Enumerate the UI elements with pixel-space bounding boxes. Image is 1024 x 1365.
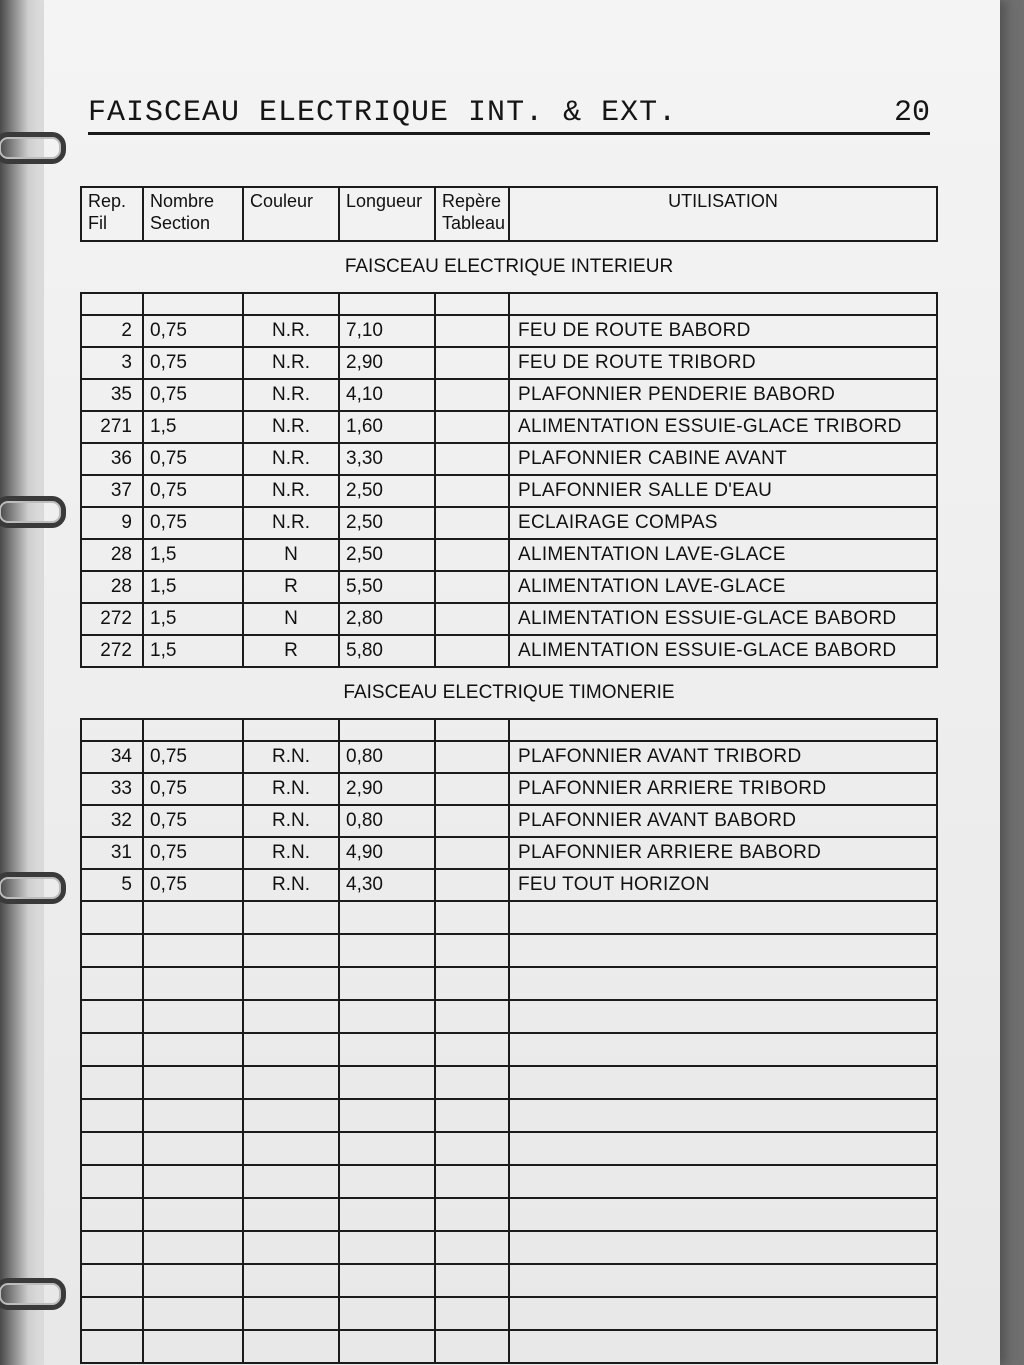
empty-row [81,1132,937,1165]
cell-longueur: 2,50 [339,539,435,571]
table-row [81,635,937,667]
cell-section: 1,5 [143,411,243,443]
empty-cell [143,1264,243,1297]
cell-rep-fil: 31 [81,837,143,869]
empty-cell [435,1099,509,1132]
spacer-cell [435,293,509,315]
empty-cell [81,1198,143,1231]
empty-cell [509,1000,937,1033]
empty-cell [243,1330,339,1363]
cell-utilisation: FEU DE ROUTE TRIBORD [509,347,937,379]
empty-row [81,1165,937,1198]
table-row [81,805,937,837]
empty-cell [435,1000,509,1033]
empty-cell [509,967,937,1000]
empty-row [81,1330,937,1363]
cell-section: 1,5 [143,635,243,667]
empty-cell [509,1297,937,1330]
spacer-cell [81,293,143,315]
cell-utilisation: FEU TOUT HORIZON [509,869,937,901]
cell-utilisation: ALIMENTATION LAVE-GLACE [509,539,937,571]
cell-repere-tableau [435,773,509,805]
empty-cell [243,1198,339,1231]
empty-cell [339,1099,435,1132]
empty-cell [243,1000,339,1033]
cell-repere-tableau [435,869,509,901]
header-nombre-label: Nombre [150,191,215,211]
header-longueur: Longueur [339,187,435,241]
cell-repere-tableau [435,475,509,507]
cell-rep-fil: 36 [81,443,143,475]
empty-cell [143,1099,243,1132]
cell-couleur: N.R. [243,475,339,507]
empty-cell [339,1198,435,1231]
empty-cell [81,1099,143,1132]
empty-cell [435,1330,509,1363]
empty-cell [339,1066,435,1099]
cell-couleur: N.R. [243,347,339,379]
cell-longueur: 0,80 [339,805,435,837]
table-row [81,741,937,773]
cell-section: 0,75 [143,475,243,507]
page-header [88,96,930,135]
empty-cell [339,1264,435,1297]
empty-cell [339,1132,435,1165]
empty-row [81,934,937,967]
table-row [81,411,937,443]
empty-cell [509,1066,937,1099]
header-repere-tableau [435,187,509,241]
cell-couleur: N.R. [243,443,339,475]
empty-cell [81,1033,143,1066]
empty-cell [81,967,143,1000]
cell-longueur: 4,10 [339,379,435,411]
empty-cell [143,934,243,967]
page-number: 20 [893,96,930,130]
cell-longueur: 2,90 [339,347,435,379]
cell-couleur: N [243,539,339,571]
empty-cell [243,1264,339,1297]
empty-cell [435,1231,509,1264]
cell-section: 0,75 [143,315,243,347]
cell-longueur: 7,10 [339,315,435,347]
empty-row [81,1264,937,1297]
section-title: FAISCEAU ELECTRIQUE INTERIEUR [81,241,937,293]
section-title: FAISCEAU ELECTRIQUE TIMONERIE [81,667,937,719]
cell-longueur: 5,80 [339,635,435,667]
empty-cell [339,1297,435,1330]
cell-utilisation: ECLAIRAGE COMPAS [509,507,937,539]
empty-row [81,1099,937,1132]
empty-cell [435,967,509,1000]
empty-row [81,967,937,1000]
cell-utilisation: PLAFONNIER CABINE AVANT [509,443,937,475]
cell-longueur: 0,80 [339,741,435,773]
empty-cell [509,1231,937,1264]
cell-couleur: R.N. [243,773,339,805]
cell-longueur: 4,30 [339,869,435,901]
cell-utilisation: PLAFONNIER AVANT BABORD [509,805,937,837]
cell-couleur: N.R. [243,411,339,443]
spacer-row [81,293,937,315]
empty-cell [243,901,339,934]
empty-cell [435,1165,509,1198]
spacer-cell [509,293,937,315]
empty-cell [143,1297,243,1330]
cell-rep-fil: 34 [81,741,143,773]
empty-row [81,1198,937,1231]
empty-row [81,1231,937,1264]
cell-section: 0,75 [143,837,243,869]
cell-utilisation: PLAFONNIER ARRIERE TRIBORD [509,773,937,805]
spacer-cell [243,293,339,315]
cell-rep-fil: 272 [81,635,143,667]
header-repere-label: Repère [442,191,502,211]
empty-cell [339,1033,435,1066]
wiring-table-container [80,186,936,1365]
empty-cell [81,901,143,934]
empty-cell [81,1066,143,1099]
empty-cell [81,1264,143,1297]
cell-couleur: R [243,571,339,603]
empty-row [81,1000,937,1033]
empty-cell [143,967,243,1000]
page-title: FAISCEAU ELECTRIQUE INT. & EXT. [88,96,678,130]
cell-repere-tableau [435,539,509,571]
empty-row [81,1033,937,1066]
empty-cell [339,1165,435,1198]
cell-rep-fil: 2 [81,315,143,347]
section-interieur [81,241,937,293]
cell-repere-tableau [435,571,509,603]
header-rep-fil [81,187,143,241]
cell-section: 0,75 [143,805,243,837]
table-row [81,379,937,411]
table-row [81,773,937,805]
cell-repere-tableau [435,315,509,347]
empty-cell [243,1165,339,1198]
empty-cell [339,1330,435,1363]
empty-cell [143,1198,243,1231]
empty-cell [143,1231,243,1264]
cell-section: 0,75 [143,347,243,379]
cell-section: 0,75 [143,507,243,539]
cell-utilisation: PLAFONNIER PENDERIE BABORD [509,379,937,411]
empty-cell [81,1000,143,1033]
spacer-cell [339,293,435,315]
cell-repere-tableau [435,411,509,443]
cell-section: 0,75 [143,869,243,901]
cell-section: 1,5 [143,539,243,571]
empty-cell [435,1264,509,1297]
wiring-table [80,186,938,1364]
header-tableau-label: Tableau [442,213,506,233]
cell-utilisation: ALIMENTATION ESSUIE-GLACE BABORD [509,603,937,635]
empty-cell [243,967,339,1000]
cell-section: 0,75 [143,443,243,475]
cell-rep-fil: 37 [81,475,143,507]
table-row [81,443,937,475]
cell-couleur: R.N. [243,837,339,869]
cell-rep-fil: 28 [81,539,143,571]
empty-cell [243,1132,339,1165]
table-row [81,837,937,869]
empty-row [81,1297,937,1330]
empty-cell [509,1330,937,1363]
table-row [81,475,937,507]
header-fil-label: Fil [88,213,107,233]
empty-cell [435,1132,509,1165]
cell-utilisation: PLAFONNIER SALLE D'EAU [509,475,937,507]
spacer-row [81,719,937,741]
cell-utilisation: ALIMENTATION LAVE-GLACE [509,571,937,603]
cell-rep-fil: 28 [81,571,143,603]
cell-utilisation: PLAFONNIER AVANT TRIBORD [509,741,937,773]
cell-couleur: R [243,635,339,667]
empty-cell [81,1231,143,1264]
cell-longueur: 1,60 [339,411,435,443]
binder-ring [0,1278,66,1310]
cell-section: 0,75 [143,773,243,805]
cell-longueur: 5,50 [339,571,435,603]
empty-cell [509,1132,937,1165]
cell-utilisation: ALIMENTATION ESSUIE-GLACE BABORD [509,635,937,667]
empty-cell [339,1231,435,1264]
binder-ring [0,872,66,904]
empty-cell [435,1198,509,1231]
table-row [81,869,937,901]
cell-repere-tableau [435,741,509,773]
cell-rep-fil: 32 [81,805,143,837]
empty-cell [509,1033,937,1066]
empty-cell [243,1033,339,1066]
cell-section: 1,5 [143,603,243,635]
cell-utilisation: ALIMENTATION ESSUIE-GLACE TRIBORD [509,411,937,443]
table-row [81,507,937,539]
cell-longueur: 4,90 [339,837,435,869]
cell-couleur: N.R. [243,507,339,539]
cell-couleur: R.N. [243,869,339,901]
empty-cell [509,1165,937,1198]
empty-cell [435,1033,509,1066]
empty-cell [143,1330,243,1363]
cell-rep-fil: 33 [81,773,143,805]
cell-repere-tableau [435,347,509,379]
spacer-cell [509,719,937,741]
cell-rep-fil: 35 [81,379,143,411]
empty-cell [435,1066,509,1099]
empty-cell [509,934,937,967]
header-section-label: Section [150,213,211,233]
cell-rep-fil: 272 [81,603,143,635]
cell-utilisation: FEU DE ROUTE BABORD [509,315,937,347]
header-couleur: Couleur [243,187,339,241]
cell-couleur: N.R. [243,315,339,347]
table-row [81,539,937,571]
binder-ring [0,132,66,164]
cell-section: 0,75 [143,741,243,773]
cell-rep-fil: 271 [81,411,143,443]
empty-cell [509,1099,937,1132]
empty-cell [243,1099,339,1132]
table-row [81,603,937,635]
table-body [81,241,937,1363]
empty-cell [339,967,435,1000]
empty-cell [243,1066,339,1099]
empty-cell [143,1066,243,1099]
empty-cell [143,901,243,934]
header-utilisation: UTILISATION [509,187,937,241]
cell-longueur: 2,50 [339,475,435,507]
cell-repere-tableau [435,603,509,635]
empty-cell [81,1330,143,1363]
cell-repere-tableau [435,507,509,539]
cell-longueur: 2,80 [339,603,435,635]
spacer-cell [81,719,143,741]
spacer-cell [143,719,243,741]
document-page [44,0,1000,1365]
cell-section: 0,75 [143,379,243,411]
cell-couleur: R.N. [243,741,339,773]
cell-repere-tableau [435,443,509,475]
empty-cell [339,901,435,934]
empty-cell [81,1132,143,1165]
header-rep-label: Rep. [88,191,127,211]
empty-cell [243,1231,339,1264]
cell-utilisation: PLAFONNIER ARRIERE BABORD [509,837,937,869]
empty-row [81,1066,937,1099]
empty-cell [509,1264,937,1297]
empty-row [81,901,937,934]
cell-couleur: N.R. [243,379,339,411]
empty-cell [81,1297,143,1330]
cell-couleur: N [243,603,339,635]
header-nombre-section [143,187,243,241]
empty-cell [143,1165,243,1198]
table-row [81,347,937,379]
table-row [81,315,937,347]
empty-cell [509,901,937,934]
cell-couleur: R.N. [243,805,339,837]
empty-cell [143,1132,243,1165]
empty-cell [143,1000,243,1033]
empty-cell [509,1198,937,1231]
cell-repere-tableau [435,379,509,411]
section-timonerie [81,667,937,719]
empty-cell [243,934,339,967]
table-row [81,571,937,603]
empty-cell [243,1297,339,1330]
empty-cell [143,1033,243,1066]
cell-rep-fil: 9 [81,507,143,539]
spacer-cell [435,719,509,741]
empty-cell [81,1165,143,1198]
cell-longueur: 3,30 [339,443,435,475]
empty-cell [435,1297,509,1330]
empty-cell [339,934,435,967]
binder-ring [0,496,66,528]
table-header-row [81,187,937,241]
cell-rep-fil: 3 [81,347,143,379]
spacer-cell [143,293,243,315]
empty-cell [435,901,509,934]
cell-section: 1,5 [143,571,243,603]
spacer-cell [243,719,339,741]
spacer-cell [339,719,435,741]
empty-cell [435,934,509,967]
cell-repere-tableau [435,837,509,869]
cell-longueur: 2,90 [339,773,435,805]
cell-longueur: 2,50 [339,507,435,539]
empty-cell [339,1000,435,1033]
cell-repere-tableau [435,635,509,667]
cell-repere-tableau [435,805,509,837]
empty-cell [81,934,143,967]
cell-rep-fil: 5 [81,869,143,901]
